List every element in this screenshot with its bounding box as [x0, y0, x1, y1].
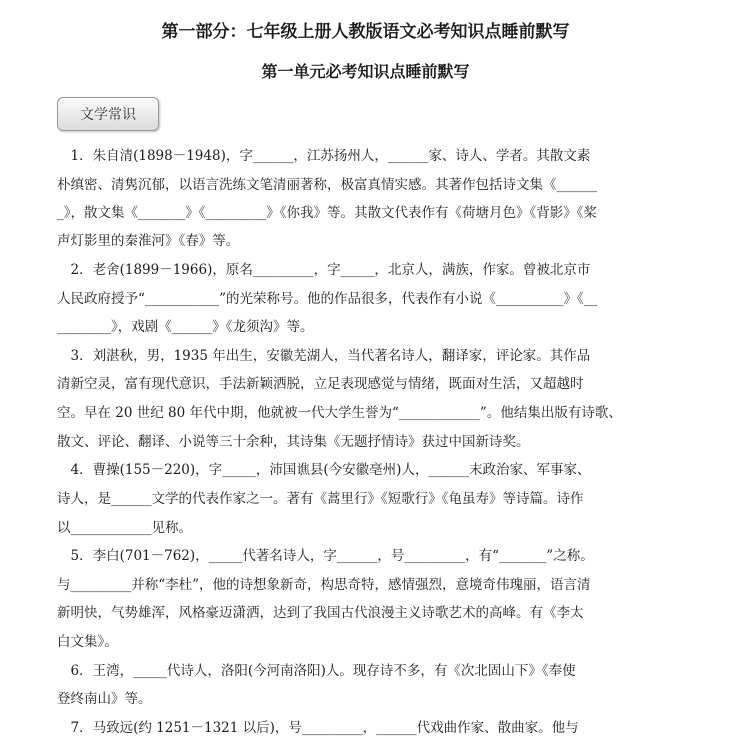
text-line: 人民政府授予“___________”的光荣称号。他的作品很多，代表作有小说《__________》《__ — [57, 291, 598, 307]
text-line: 诗人，是______文学的代表作家之一。著有《蒿里行》《短歌行》《龟虽寿》等诗篇。诗作 — [57, 491, 584, 507]
text-line: ________》，戏剧《______》《龙须沟》等。 — [57, 319, 314, 335]
text-line: 2．老舍(1899－1966)，原名_________，字_____，北京人，满族，作家。曾被北京市 — [57, 262, 591, 278]
text-line: 以____________见称。 — [57, 520, 192, 536]
text-line: 6．王湾，_____代诗人，洛阳(今河南洛阳)人。现存诗不多，有《次北固山下》《奉使 — [57, 663, 576, 679]
text-line: 4．曹操(155－220)，字_____，沛国谯县(今安徽亳州)人，______末政治家、军事家、 — [57, 462, 591, 478]
text-line: 朴缜密、清隽沉郁，以语言洗练文笔清丽著称，极富真情实感。其著作包括诗文集《______ — [57, 177, 597, 193]
section-label-button: 文学常识 — [57, 97, 159, 131]
text-line: 7．马致远(约 1251－1321 以后)，号_________，______代戏曲作家、散曲家。他与 — [57, 720, 579, 736]
text-line: 3．刘湛秋，男，1935 年出生，安徽芜湖人，当代著名诗人，翻译家，评论家。其作品 — [57, 348, 591, 364]
text-line: 空。早在 20 世纪 80 年代中期，他就被一代大学生誉为“____________”。他结集出版有诗歌、 — [57, 405, 622, 421]
text-line: _》，散文集《_______》《_________》《你我》等。其散文代表作有《荷塘月色》《背影》《桨 — [57, 205, 597, 221]
text-line: 1．朱自清(1898－1948)，字______，江苏扬州人，______家、诗人、学者。其散文素 — [57, 148, 591, 164]
text-line: 白文集》。 — [57, 634, 118, 650]
text-line: 声灯影里的秦淮河》《春》等。 — [57, 233, 240, 249]
text-line: 清新空灵，富有现代意识，手法新颖洒脱，立足表现感觉与情绪，既面对生活，又超越时 — [57, 376, 584, 392]
text-line: 5．李白(701－762)，_____代著名诗人，字______，号_________，有“_______”之称。 — [57, 548, 594, 564]
page-subtitle: 第一单元必考知识点睡前默写 — [261, 62, 470, 81]
text-line: 散文、评论、翻译、小说等三十余种，其诗集《无题抒情诗》获过中国新诗奖。 — [57, 434, 530, 450]
text-line: 与_________并称“李杜”，他的诗想象新奇，构思奇特，感情强烈，意境奇伟瑰丽，语言清 — [57, 577, 591, 593]
text-line: 新明快，气势雄浑，风格豪迈潇洒，达到了我国古代浪漫主义诗歌艺术的高峰。有《李太 — [57, 605, 584, 621]
text-line: 登终南山》等。 — [57, 691, 152, 707]
page-title: 第一部分：七年级上册人教版语文必考知识点睡前默写 — [161, 22, 570, 42]
